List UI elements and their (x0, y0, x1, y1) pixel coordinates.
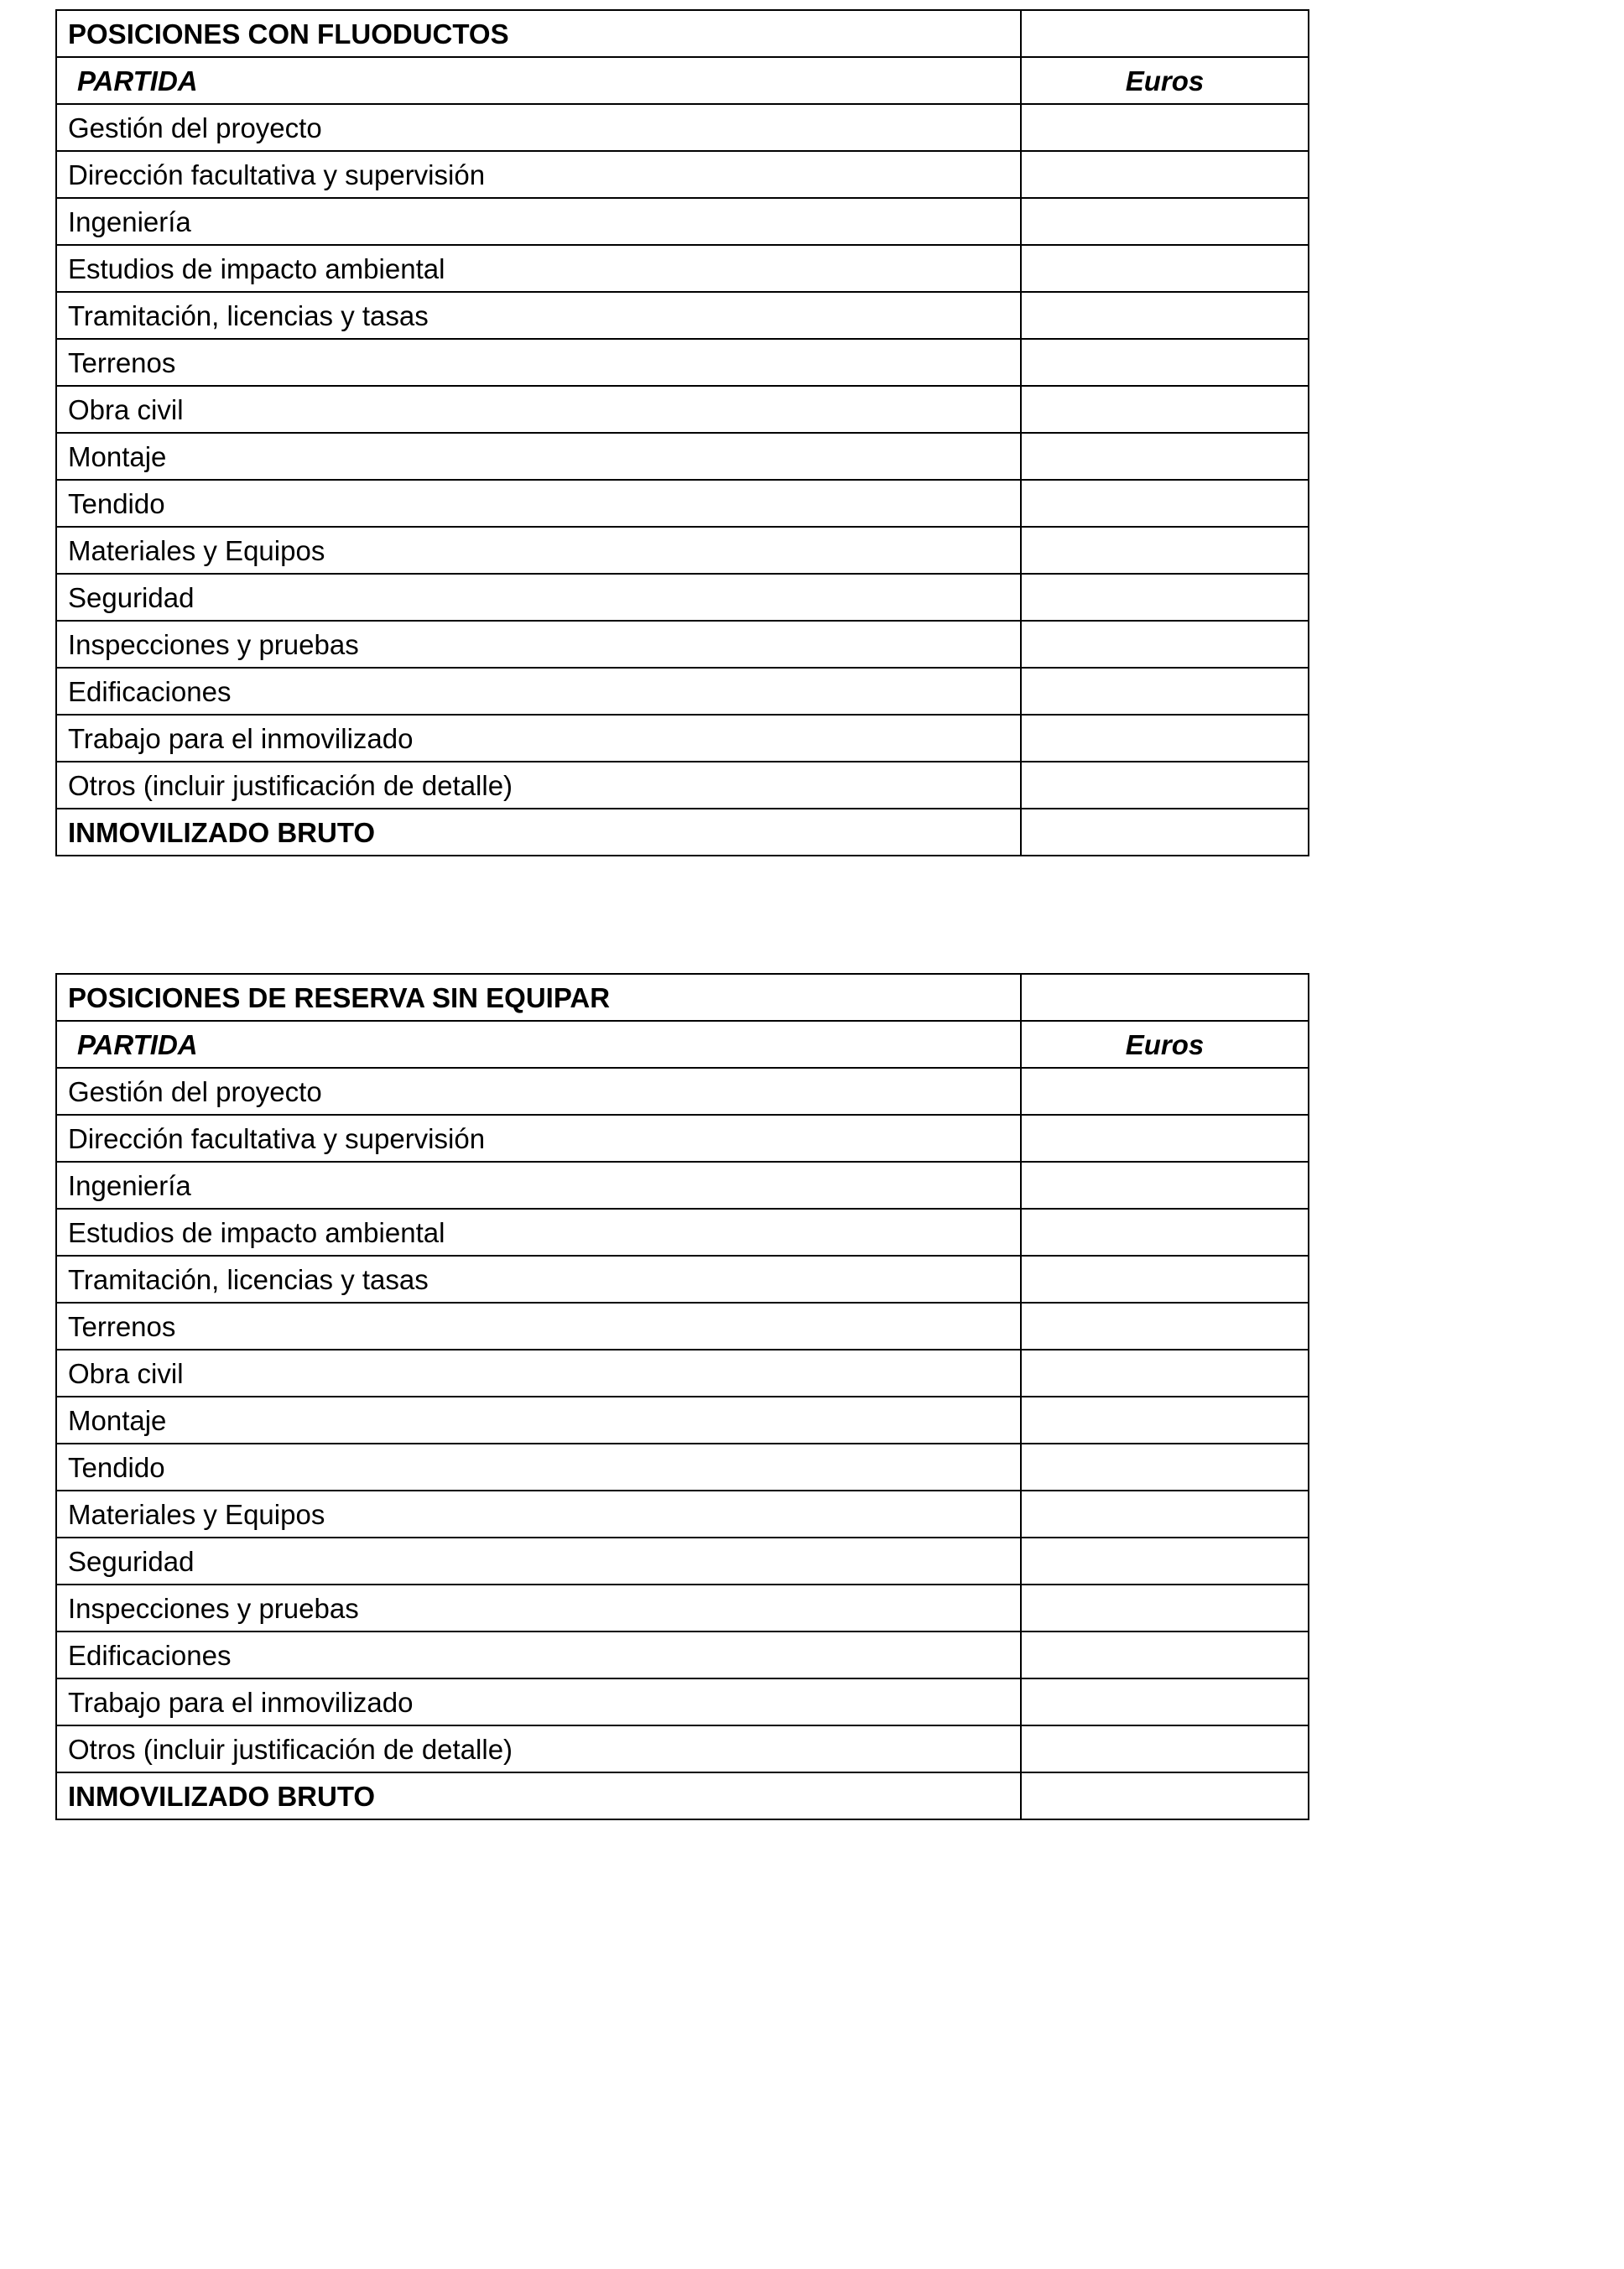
row-label: Seguridad (56, 574, 1021, 621)
row-label: Otros (incluir justificación de detalle) (56, 762, 1021, 809)
table-row (56, 480, 1309, 527)
row-amount (1021, 1162, 1309, 1209)
row-label: Tramitación, licencias y tasas (56, 1256, 1021, 1303)
row-amount (1021, 245, 1309, 292)
row-label: Gestión del proyecto (56, 104, 1021, 151)
row-amount (1021, 292, 1309, 339)
row-label: Seguridad (56, 1538, 1021, 1585)
table-row (56, 386, 1309, 433)
row-amount (1021, 1538, 1309, 1585)
table-row (56, 339, 1309, 386)
table-row (56, 1256, 1309, 1303)
table-row (56, 198, 1309, 245)
row-label: Obra civil (56, 386, 1021, 433)
row-amount (1021, 198, 1309, 245)
table-row (56, 245, 1309, 292)
row-label: Terrenos (56, 339, 1021, 386)
row-label: Materiales y Equipos (56, 1491, 1021, 1538)
row-label: Inspecciones y pruebas (56, 1585, 1021, 1631)
row-label: Ingeniería (56, 1162, 1021, 1209)
table-row (56, 1631, 1309, 1678)
row-label: Estudios de impacto ambiental (56, 245, 1021, 292)
row-label: Montaje (56, 433, 1021, 480)
table-row (56, 1350, 1309, 1397)
total-amount (1021, 1772, 1309, 1819)
row-amount (1021, 480, 1309, 527)
table-total-row (56, 1772, 1309, 1819)
row-amount (1021, 386, 1309, 433)
table-title-row (56, 974, 1309, 1021)
table-row (56, 668, 1309, 715)
table-row (56, 574, 1309, 621)
table-row (56, 527, 1309, 574)
row-label: Otros (incluir justificación de detalle) (56, 1725, 1021, 1772)
row-amount (1021, 1209, 1309, 1256)
table-title-row (56, 10, 1309, 57)
row-label: Obra civil (56, 1350, 1021, 1397)
row-label: Inspecciones y pruebas (56, 621, 1021, 668)
table-row (56, 1303, 1309, 1350)
row-amount (1021, 1444, 1309, 1491)
row-label: Tramitación, licencias y tasas (56, 292, 1021, 339)
euros-header: Euros (1021, 57, 1309, 104)
row-amount (1021, 1725, 1309, 1772)
cost-table-fluoductos (55, 9, 1309, 856)
row-amount (1021, 574, 1309, 621)
table-row (56, 1209, 1309, 1256)
row-amount (1021, 1303, 1309, 1350)
table-row (56, 715, 1309, 762)
table-row (56, 621, 1309, 668)
row-amount (1021, 104, 1309, 151)
row-amount (1021, 433, 1309, 480)
row-amount (1021, 762, 1309, 809)
row-label: Trabajo para el inmovilizado (56, 1678, 1021, 1725)
row-label: Trabajo para el inmovilizado (56, 715, 1021, 762)
partida-header: PARTIDA (56, 1021, 1021, 1068)
row-label: Materiales y Equipos (56, 527, 1021, 574)
table-row (56, 1491, 1309, 1538)
row-label: Dirección facultativa y supervisión (56, 1115, 1021, 1162)
table-header-row (56, 1021, 1309, 1068)
row-amount (1021, 151, 1309, 198)
table-row (56, 1068, 1309, 1115)
table-row (56, 1162, 1309, 1209)
title-amount-cell (1021, 10, 1309, 57)
row-label: Edificaciones (56, 1631, 1021, 1678)
row-label: Tendido (56, 480, 1021, 527)
row-label: Gestión del proyecto (56, 1068, 1021, 1115)
row-label: Terrenos (56, 1303, 1021, 1350)
table-row (56, 1397, 1309, 1444)
table-row (56, 1678, 1309, 1725)
table-title: POSICIONES CON FLUODUCTOS (56, 10, 1021, 57)
row-amount (1021, 1115, 1309, 1162)
cost-table-reserva-sin-equipar (55, 973, 1309, 1820)
table-total-row (56, 809, 1309, 856)
row-amount (1021, 1631, 1309, 1678)
row-amount (1021, 339, 1309, 386)
table-header-row (56, 57, 1309, 104)
row-amount (1021, 527, 1309, 574)
row-amount (1021, 1350, 1309, 1397)
row-amount (1021, 715, 1309, 762)
table-row (56, 151, 1309, 198)
euros-header: Euros (1021, 1021, 1309, 1068)
table-row (56, 762, 1309, 809)
row-label: Montaje (56, 1397, 1021, 1444)
table-row (56, 292, 1309, 339)
table-row (56, 1585, 1309, 1631)
row-amount (1021, 1397, 1309, 1444)
row-amount (1021, 1068, 1309, 1115)
table-title: POSICIONES DE RESERVA SIN EQUIPAR (56, 974, 1021, 1021)
table-row (56, 1444, 1309, 1491)
row-label: Estudios de impacto ambiental (56, 1209, 1021, 1256)
row-label: Edificaciones (56, 668, 1021, 715)
table-row (56, 104, 1309, 151)
row-amount (1021, 1491, 1309, 1538)
total-label: INMOVILIZADO BRUTO (56, 809, 1021, 856)
row-label: Dirección facultativa y supervisión (56, 151, 1021, 198)
table-row (56, 1725, 1309, 1772)
total-amount (1021, 809, 1309, 856)
row-label: Tendido (56, 1444, 1021, 1491)
table-row (56, 1115, 1309, 1162)
row-amount (1021, 1678, 1309, 1725)
row-amount (1021, 668, 1309, 715)
row-amount (1021, 1256, 1309, 1303)
row-amount (1021, 1585, 1309, 1631)
row-amount (1021, 621, 1309, 668)
table-row (56, 433, 1309, 480)
title-amount-cell (1021, 974, 1309, 1021)
total-label: INMOVILIZADO BRUTO (56, 1772, 1021, 1819)
partida-header: PARTIDA (56, 57, 1021, 104)
row-label: Ingeniería (56, 198, 1021, 245)
table-row (56, 1538, 1309, 1585)
